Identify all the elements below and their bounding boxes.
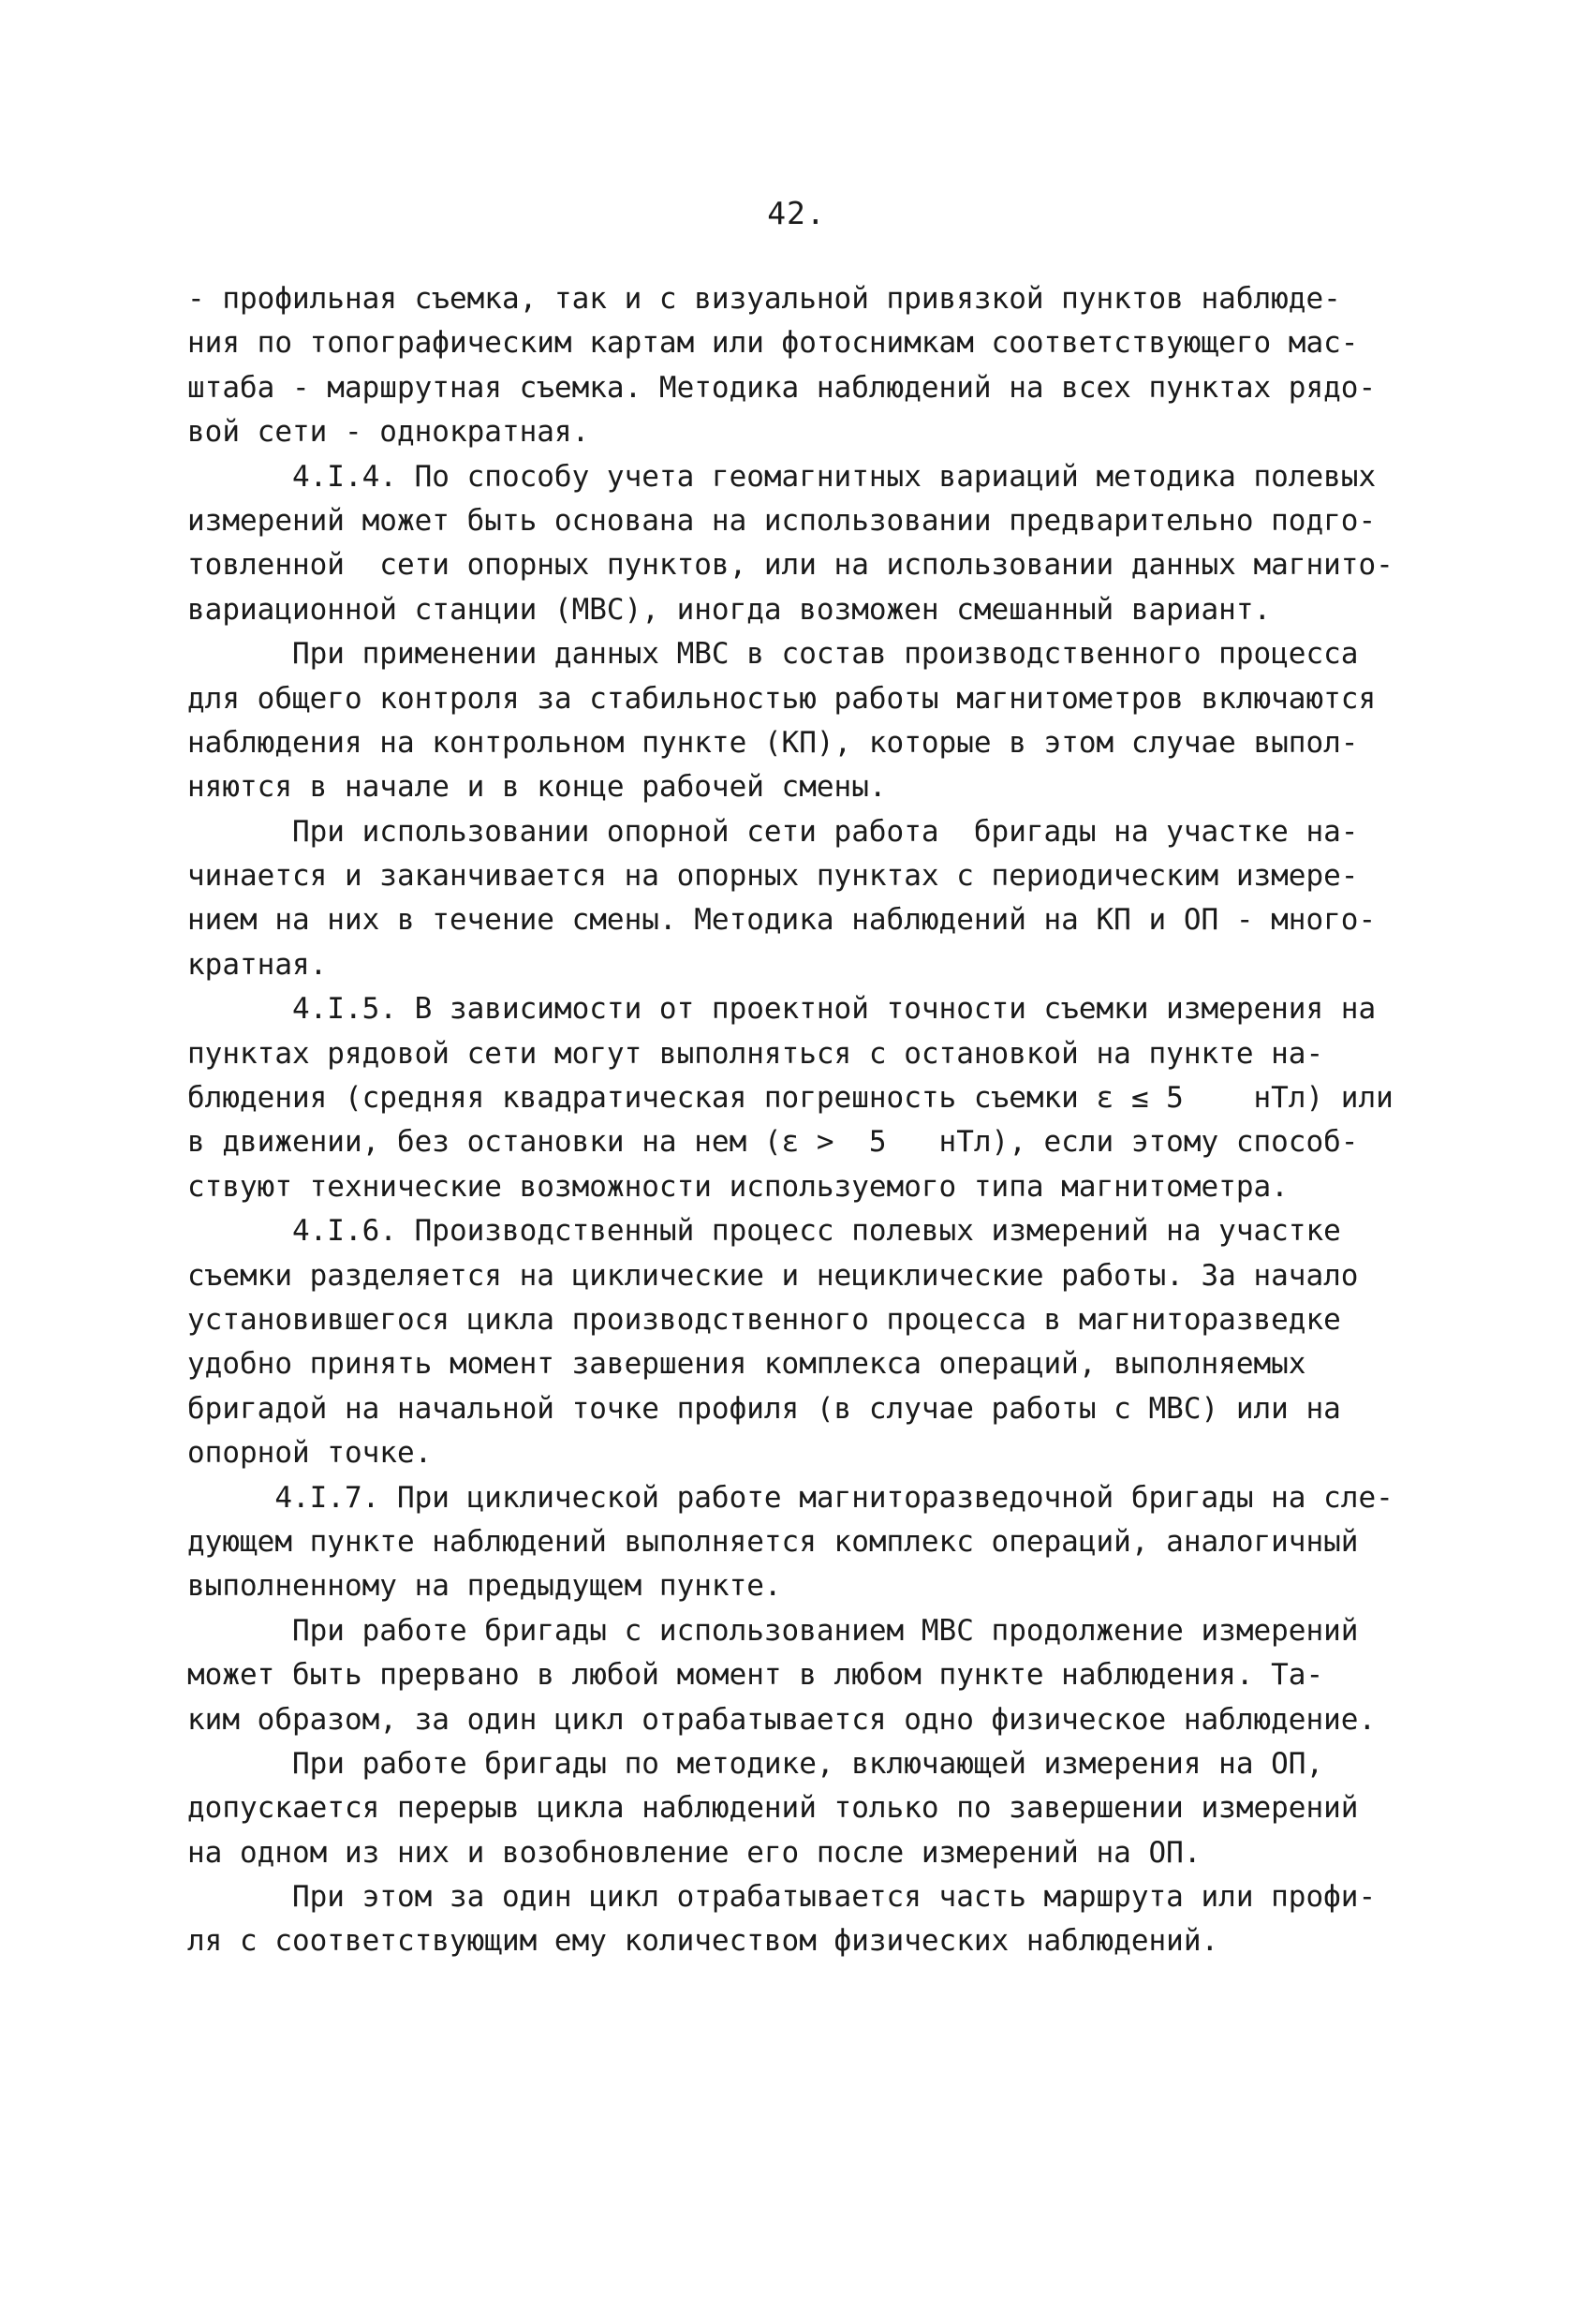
text-line: установившегося цикла производственного процесса в магниторазведке <box>187 1302 1341 1337</box>
text-line: в движении, без остановки на нем (ε > 5 нТл), если этому способ- <box>187 1125 1359 1160</box>
text-line: ствуют технические возможности используемого типа магнитометра. <box>187 1169 1289 1204</box>
section-4-1-5-line: 4.I.5. В зависимости от проектной точности съемки измерения на <box>187 992 1377 1027</box>
text-line: кратная. <box>187 947 328 982</box>
text-line: вариационной станции (МВС), иногда возможен смешанный вариант. <box>187 592 1272 627</box>
text-line: товленной сети опорных пунктов, или на использовании данных магнито- <box>187 548 1394 583</box>
section-4-1-6-line: 4.I.6. Производственный процесс полевых измерений на участке <box>187 1214 1341 1249</box>
text-line: При работе бригады по методике, включающей измерения на ОП, <box>187 1746 1324 1781</box>
text-line: опорной точке. <box>187 1436 433 1471</box>
section-4-1-7-line: 4.I.7. При циклической работе магниторазведочной бригады на сле- <box>187 1480 1394 1515</box>
text-line: При использовании опорной сети работа бригады на участке на- <box>187 814 1359 849</box>
text-line: съемки разделяется на циклические и нециклические работы. За начало <box>187 1258 1359 1293</box>
text-line: для общего контроля за стабильностью работы магнитометров включаются <box>187 681 1377 716</box>
text-line: ля с соответствующим ему количеством физических наблюдений. <box>187 1924 1219 1959</box>
text-line: При работе бригады с использованием МВС продолжение измерений <box>187 1613 1359 1648</box>
text-line: допускается перерыв цикла наблюдений только по завершении измерений <box>187 1791 1359 1826</box>
text-line: блюдения (средняя квадратическая погрешность съемки ε ≤ 5 нТл) или <box>187 1081 1394 1116</box>
text-line: может быть прервано в любой момент в любом пункте наблюдения. Та- <box>187 1658 1324 1693</box>
section-4-1-4-line: 4.I.4. По способу учета геомагнитных вариаций методика полевых <box>187 459 1377 494</box>
text-line: При этом за один цикл отрабатывается часть маршрута или профи- <box>187 1880 1377 1915</box>
text-line: вой сети - однократная. <box>187 415 590 450</box>
text-line: ния по топографическим картам или фотоснимкам соответствующего мас- <box>187 326 1359 361</box>
text-line: выполненному на предыдущем пункте. <box>187 1569 782 1604</box>
text-line: удобно принять момент завершения комплекса операций, выполняемых <box>187 1347 1306 1382</box>
text-line: дующем пункте наблюдений выполняется комплекс операций, аналогичный <box>187 1524 1359 1559</box>
body-text <box>187 277 1433 1964</box>
text-line: штаба - маршрутная съемка. Методика наблюдений на всех пунктах рядо- <box>187 370 1377 405</box>
text-line: ким образом, за один цикл отрабатывается одно физическое наблюдение. <box>187 1702 1377 1737</box>
text-line: на одном из них и возобновление его после измерений на ОП. <box>187 1835 1202 1870</box>
text-line: наблюдения на контрольном пункте (КП), которые в этом случае выпол- <box>187 725 1359 760</box>
text-line: нием на них в течение смены. Методика наблюдений на КП и ОП - много- <box>187 903 1377 938</box>
page-number: 42. <box>767 195 826 231</box>
text-line: чинается и заканчивается на опорных пунктах с периодическим измере- <box>187 859 1359 894</box>
text-line: При применении данных МВС в состав производственного процесса <box>187 637 1359 672</box>
text-line: - профильная съемка, так и с визуальной привязкой пунктов наблюде- <box>187 282 1341 316</box>
text-line: бригадой на начальной точке профиля (в случае работы с МВС) или на <box>187 1391 1341 1426</box>
text-line: няются в начале и в конце рабочей смены. <box>187 770 887 805</box>
text-line: пунктах рядовой сети могут выполняться с остановкой на пункте на- <box>187 1036 1324 1071</box>
text-line: измерений может быть основана на использовании предварительно подго- <box>187 503 1377 538</box>
